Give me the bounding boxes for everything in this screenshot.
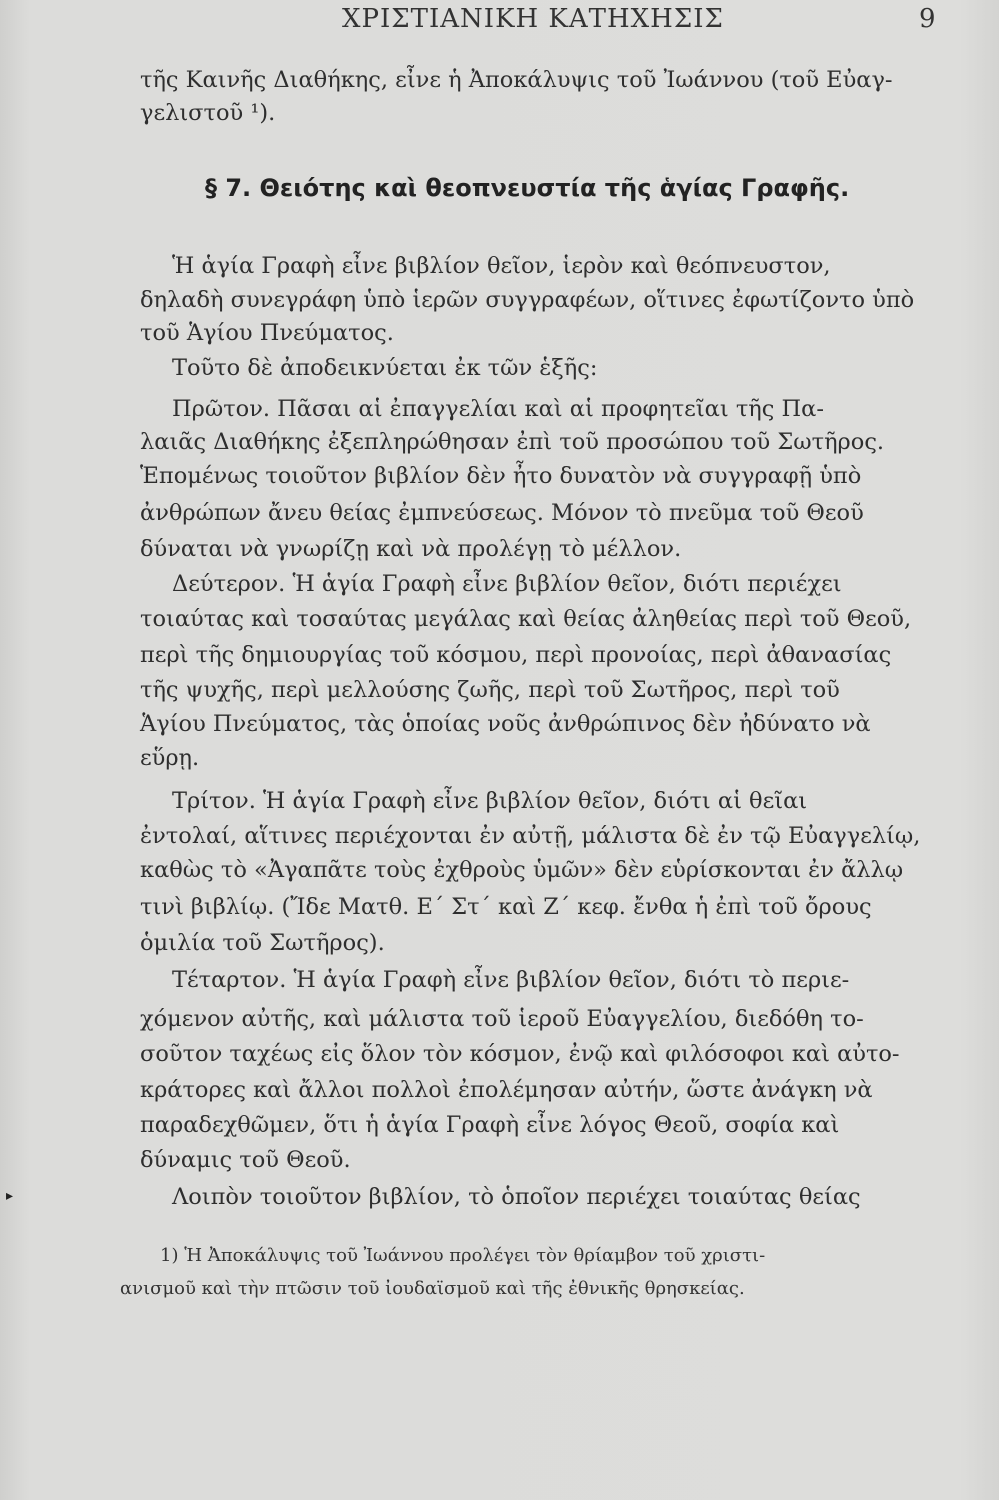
text-line: Τέταρτον. Ἡ ἁγία Γραφὴ εἶνε βιβλίον θεῖον, διότι τὸ περιε-	[172, 967, 850, 993]
text-line: τοῦ Ἁγίου Πνεύματος.	[140, 320, 394, 346]
footnote-line: 1) Ἡ Ἀποκάλυψις τοῦ Ἰωάννου προλέγει τὸν θρίαμβον τοῦ χριστι-	[160, 1245, 766, 1266]
footnote-line: ανισμοῦ καὶ τὴν πτῶσιν τοῦ ἰουδαϊσμοῦ καὶ τῆς ἐθνικῆς θρησκείας.	[120, 1278, 745, 1299]
text-line: Ἁγίου Πνεύματος, τὰς ὁποίας νοῦς ἀνθρώπινος δὲν ἠδύνατο νὰ	[140, 711, 871, 737]
text-line: τινὶ βιβλίῳ. (Ἴδε Ματθ. Ε΄ Στ΄ καὶ Ζ΄ κεφ. ἔνθα ἡ ἐπὶ τοῦ ὄρους	[140, 894, 872, 920]
text-line: ὁμιλία τοῦ Σωτῆρος).	[140, 930, 385, 956]
text-line: περὶ τῆς δημιουργίας τοῦ κόσμου, περὶ προνοίας, περὶ ἀθανασίας	[140, 642, 892, 668]
text-line: Λοιπὸν τοιοῦτον βιβλίον, τὸ ὁποῖον περιέχει τοιαύτας θείας	[172, 1184, 861, 1210]
text-line: σοῦτον ταχέως εἰς ὅλον τὸν κόσμον, ἐνῷ καὶ φιλόσοφοι καὶ αὐτο-	[140, 1041, 900, 1067]
text-line: ἀνθρώπων ἄνευ θείας ἐμπνεύσεως. Μόνον τὸ πνεῦμα τοῦ Θεοῦ	[140, 500, 864, 526]
text-line: χόμενον αὐτῆς, καὶ μάλιστα τοῦ ἱεροῦ Εὐαγγελίου, διεδόθη το-	[140, 1006, 864, 1032]
text-line: δύναται νὰ γνωρίζῃ καὶ νὰ προλέγῃ τὸ μέλλον.	[140, 536, 682, 562]
text-line: τῆς Καινῆς Διαθήκης, εἶνε ἡ Ἀποκάλυψις τοῦ Ἰωάννου (τοῦ Εὐαγ-	[140, 67, 893, 93]
page-header	[0, 4, 999, 40]
section-heading: § 7. Θειότης καὶ θεοπνευστία τῆς ἁγίας Γραφῆς.	[205, 174, 850, 202]
page-number: 9	[919, 4, 936, 34]
text-line: καθὼς τὸ «Ἀγαπᾶτε τοὺς ἐχθροὺς ὑμῶν» δὲν εὑρίσκονται ἐν ἄλλῳ	[140, 857, 904, 883]
text-line: κράτορες καὶ ἄλλοι πολλοὶ ἐπολέμησαν αὐτήν, ὥστε ἀνάγκη νὰ	[140, 1077, 873, 1103]
text-line: δύναμις τοῦ Θεοῦ.	[140, 1147, 351, 1173]
text-line: Ἡ ἁγία Γραφὴ εἶνε βιβλίον θεῖον, ἱερὸν καὶ θεόπνευστον,	[172, 253, 831, 279]
text-line: Πρῶτον. Πᾶσαι αἱ ἐπαγγελίαι καὶ αἱ προφητεῖαι τῆς Πα-	[172, 396, 824, 422]
text-line: ἐντολαί, αἵτινες περιέχονται ἐν αὐτῇ, μάλιστα δὲ ἐν τῷ Εὐαγγελίῳ,	[140, 823, 921, 849]
text-line: Τοῦτο δὲ ἀποδεικνύεται ἐκ τῶν ἑξῆς:	[172, 355, 598, 381]
text-line: γελιστοῦ ¹).	[140, 100, 276, 126]
text-line: Τρίτον. Ἡ ἁγία Γραφὴ εἶνε βιβλίον θεῖον, διότι αἱ θεῖαι	[172, 788, 808, 814]
text-line: δηλαδὴ συνεγράφη ὑπὸ ἱερῶν συγγραφέων, οἵτινες ἐφωτίζοντο ὑπὸ	[140, 287, 915, 313]
text-line: λαιᾶς Διαθήκης ἐξεπληρώθησαν ἐπὶ τοῦ προσώπου τοῦ Σωτῆρος.	[140, 429, 885, 455]
text-line: Δεύτερον. Ἡ ἁγία Γραφὴ εἶνε βιβλίον θεῖον, διότι περιέχει	[172, 571, 842, 597]
running-title: ΧΡΙΣΤΙΑΝΙΚΗ ΚΑΤΗΧΗΣΙΣ	[342, 4, 724, 34]
text-line: Ἑπομένως τοιοῦτον βιβλίον δὲν ἦτο δυνατὸν νὰ συγγραφῇ ὑπὸ	[140, 463, 862, 489]
text-line: εὕρῃ.	[140, 745, 200, 771]
text-line: παραδεχθῶμεν, ὅτι ἡ ἁγία Γραφὴ εἶνε λόγος Θεοῦ, σοφία καὶ	[140, 1112, 840, 1138]
text-line: τῆς ψυχῆς, περὶ μελλούσης ζωῆς, περὶ τοῦ Σωτῆρος, περὶ τοῦ	[140, 677, 840, 703]
margin-mark-icon: ▸	[6, 1188, 14, 1204]
text-line: τοιαύτας καὶ τοσαύτας μεγάλας καὶ θείας ἀληθείας περὶ τοῦ Θεοῦ,	[140, 606, 912, 632]
